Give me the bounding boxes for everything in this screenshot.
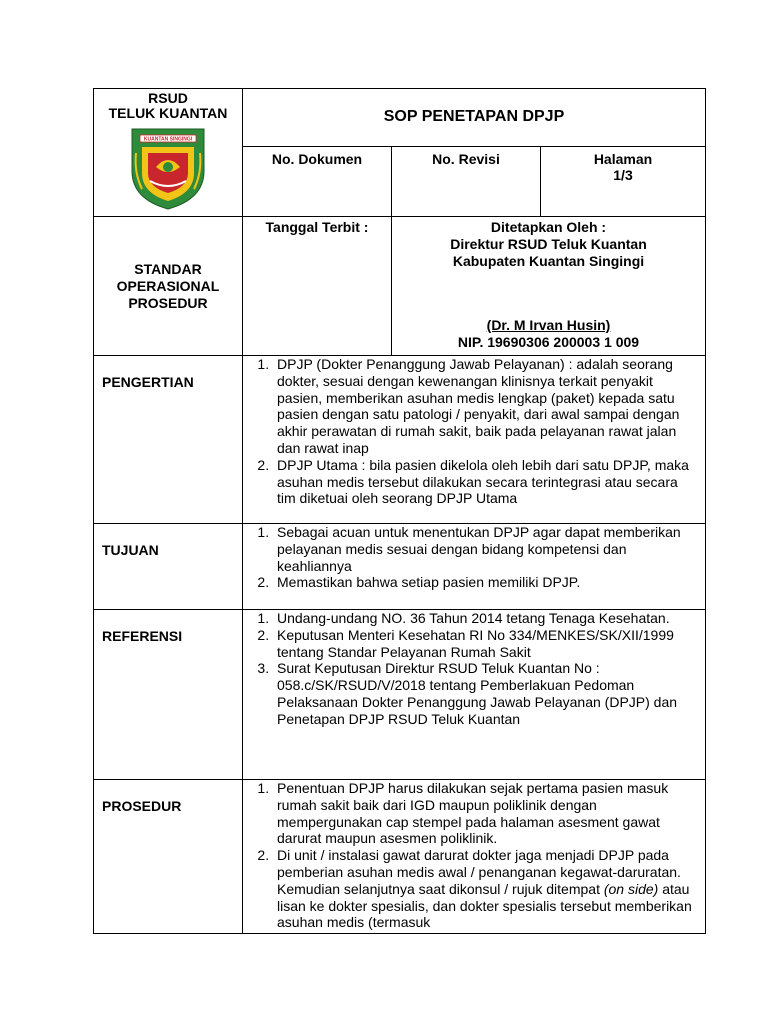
list-item: 3. Surat Keputusan Direktur RSUD Teluk Kuantan No : 058.c/SK/RSUD/V/2018 tentang Pemberlakuan Pedoman Pelaksanaan Dokter Penanggung Jawab Pelayanan (DPJP) dan Penetapan DPJP RSUD Teluk Kuantan: [273, 660, 697, 727]
tanggal-terbit-label: Tanggal Terbit :: [243, 217, 392, 356]
list-item: 1. Undang-undang NO. 36 Tahun 2014 tetang Tenaga Kesehatan.: [273, 610, 697, 627]
list-item: 1. DPJP (Dokter Penanggung Jawab Pelayanan) : adalah seorang dokter, sesuai dengan kewenangan klinisnya terkait penyakit pasien, memberikan asuhan medis lengkap (paket) kepada satu pasien dengan satu patologi / penyakit, dari awal sampai dengan akhir perawatan di rumah sakit, baik pada pelayanan rawat jalan dan rawat inap: [273, 356, 697, 457]
referensi-list: [249, 610, 697, 728]
prosedur-item2-italic: (on side): [603, 880, 659, 897]
list-item: 2. Keputusan Menteri Kesehatan RI No 334/MENKES/SK/XII/1999 tentang Standar Pelayanan Rumah Sakit: [273, 627, 697, 661]
prosedur-list: [249, 780, 697, 931]
signatory-name: (Dr. M Irvan Husin): [486, 317, 611, 333]
org-line-2: TELUK KUANTAN: [108, 105, 228, 121]
pengertian-list: [249, 356, 697, 507]
sop-label-cell: [94, 217, 243, 356]
prosedur-item2-text-a: Di unit / instalasi gawat darurat dokter jaga menjadi DPJP pada pemberian asuhan medis awal / penanganan kegawat-daruratan. Kemudian selanjutnya saat dikonsul / rujuk ditempat: [277, 847, 681, 897]
no-dokumen-label: No. Dokumen: [243, 146, 392, 216]
pengertian-label: PENGERTIAN: [94, 356, 243, 524]
document-title: SOP PENETAPAN DPJP: [243, 89, 706, 147]
regency-logo: [94, 123, 242, 216]
tujuan-list: [249, 524, 697, 591]
ditetapkan-line-3: Kabupaten Kuantan Singingi: [452, 253, 645, 269]
halaman-label: Halaman: [593, 150, 653, 167]
halaman-cell: [541, 146, 706, 216]
list-item: [273, 847, 697, 931]
sop-label-line-3: PROSEDUR: [128, 294, 208, 311]
list-item: 1. Penentuan DPJP harus dilakukan sejak pertama pasien masuk rumah sakit baik dari IGD maupun poliklinik dengan mempergunakan cap stempel pada halaman asesment gawat darurat maupun asesmen poliklinik.: [273, 780, 697, 847]
ditetapkan-line-2: Direktur RSUD Teluk Kuantan: [450, 236, 647, 252]
halaman-value: 1/3: [613, 166, 633, 183]
prosedur-label: PROSEDUR: [94, 780, 243, 934]
prosedur-content: [243, 780, 706, 934]
sop-label-line-2: OPERASIONAL: [116, 277, 220, 294]
pengertian-content: [243, 356, 706, 524]
sop-label-line-1: STANDAR: [134, 260, 202, 277]
referensi-content: [243, 610, 706, 780]
org-cell: [94, 89, 243, 217]
ditetapkan-line-1: Ditetapkan Oleh :: [490, 219, 607, 235]
org-line-1: RSUD: [148, 90, 188, 106]
signatory-nip: NIP. 19690306 200003 1 009: [457, 334, 640, 350]
svg-text:KUANTAN SINGINGI: KUANTAN SINGINGI: [143, 136, 193, 143]
referensi-label: REFERENSI: [94, 610, 243, 780]
sop-table: [93, 88, 706, 934]
org-name: [94, 89, 242, 121]
ditetapkan-cell: [392, 217, 706, 356]
no-revisi-label: No. Revisi: [392, 146, 541, 216]
prosedur-item2-text-b: atau lisan ke dokter spesialis, dan dokter spesialis tersebut memberikan asuhan medis (termasuk: [277, 880, 692, 931]
list-item: 1. Sebagai acuan untuk menentukan DPJP agar dapat memberikan pelayanan medis sesuai dengan bidang kompetensi dan keahliannya: [273, 524, 697, 574]
list-item: 2. DPJP Utama : bila pasien dikelola oleh lebih dari satu DPJP, maka asuhan medis tersebut dilakukan secara terintegrasi atau secara tim diketuai oleh seorang DPJP Utama: [273, 457, 697, 507]
list-item: 2. Memastikan bahwa setiap pasien memiliki DPJP.: [273, 574, 697, 591]
shield-logo-icon: [128, 123, 208, 211]
tujuan-label: TUJUAN: [94, 524, 243, 610]
tujuan-content: [243, 524, 706, 610]
